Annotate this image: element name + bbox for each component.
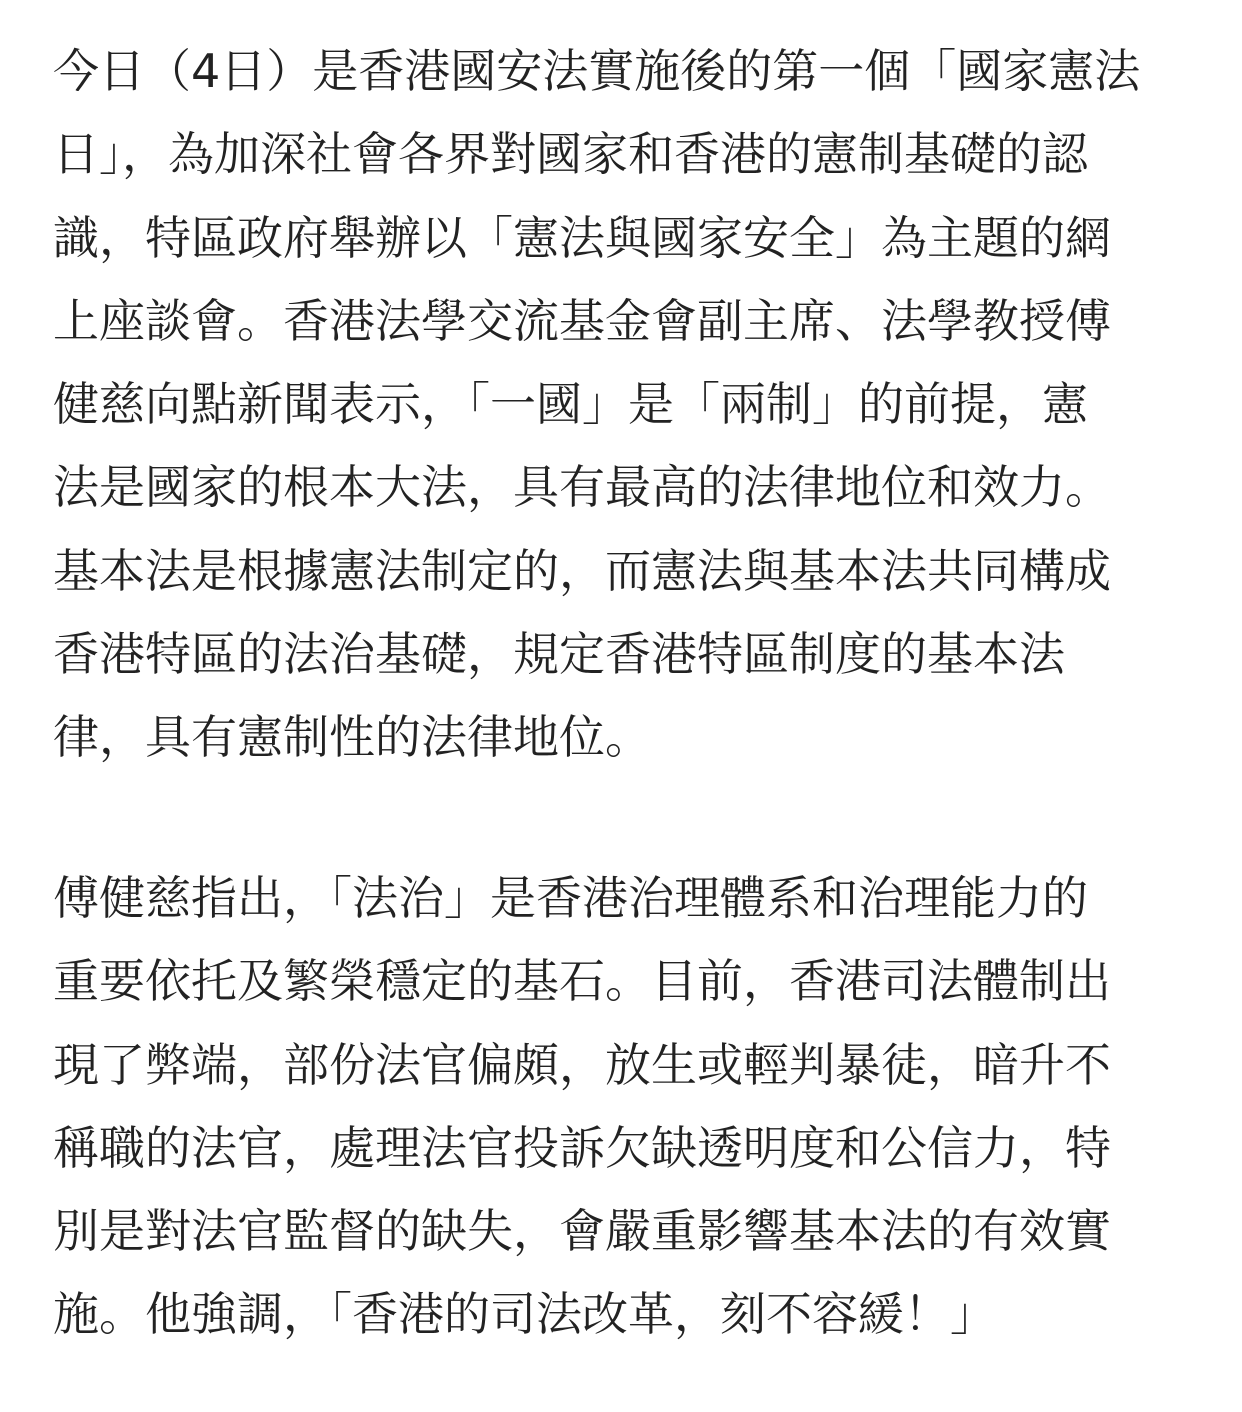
text-line: 稱職的法官，處理法官投訴欠缺透明度和公信力，特: [53, 1120, 1111, 1175]
text-line: 香港特區的法治基礎，規定香港特區制度的基本法: [53, 627, 1065, 682]
text-line: 上座談會。香港法學交流基金會副主席、法學教授傅: [53, 293, 1111, 348]
text-line: 施。他強調，「香港的司法改革，刻不容緩！」: [53, 1287, 996, 1342]
paragraph-constitution-day: [53, 30, 1193, 780]
text-line: 現了弊端，部份法官偏頗，放生或輕判暴徒，暗升不: [53, 1037, 1111, 1092]
paragraph-judicial-reform: [53, 857, 1193, 1357]
text-line: 今日（4日）是香港國安法實施後的第一個「國家憲法: [53, 44, 1141, 98]
text-line: 法是國家的根本大法，具有最高的法律地位和效力。: [53, 460, 1111, 515]
text-line: 別是對法官監督的缺失，會嚴重影響基本法的有效實: [53, 1204, 1111, 1259]
text-line: 基本法是根據憲法制定的，而憲法與基本法共同構成: [53, 543, 1111, 598]
text-line: 傅健慈指出，「法治」是香港治理體系和治理能力的: [53, 871, 1088, 925]
text-line: 重要依托及繁榮穩定的基石。目前，香港司法體制出: [53, 954, 1111, 1009]
text-line: 健慈向點新聞表示，「一國」是「兩制」的前提，憲: [53, 377, 1088, 432]
text-line: 律，具有憲制性的法律地位。: [53, 710, 651, 765]
text-line: 識，特區政府舉辦以「憲法與國家安全」為主題的網: [53, 210, 1111, 265]
text-line: 日」，為加深社會各界對國家和香港的憲制基礎的認: [53, 127, 1088, 182]
